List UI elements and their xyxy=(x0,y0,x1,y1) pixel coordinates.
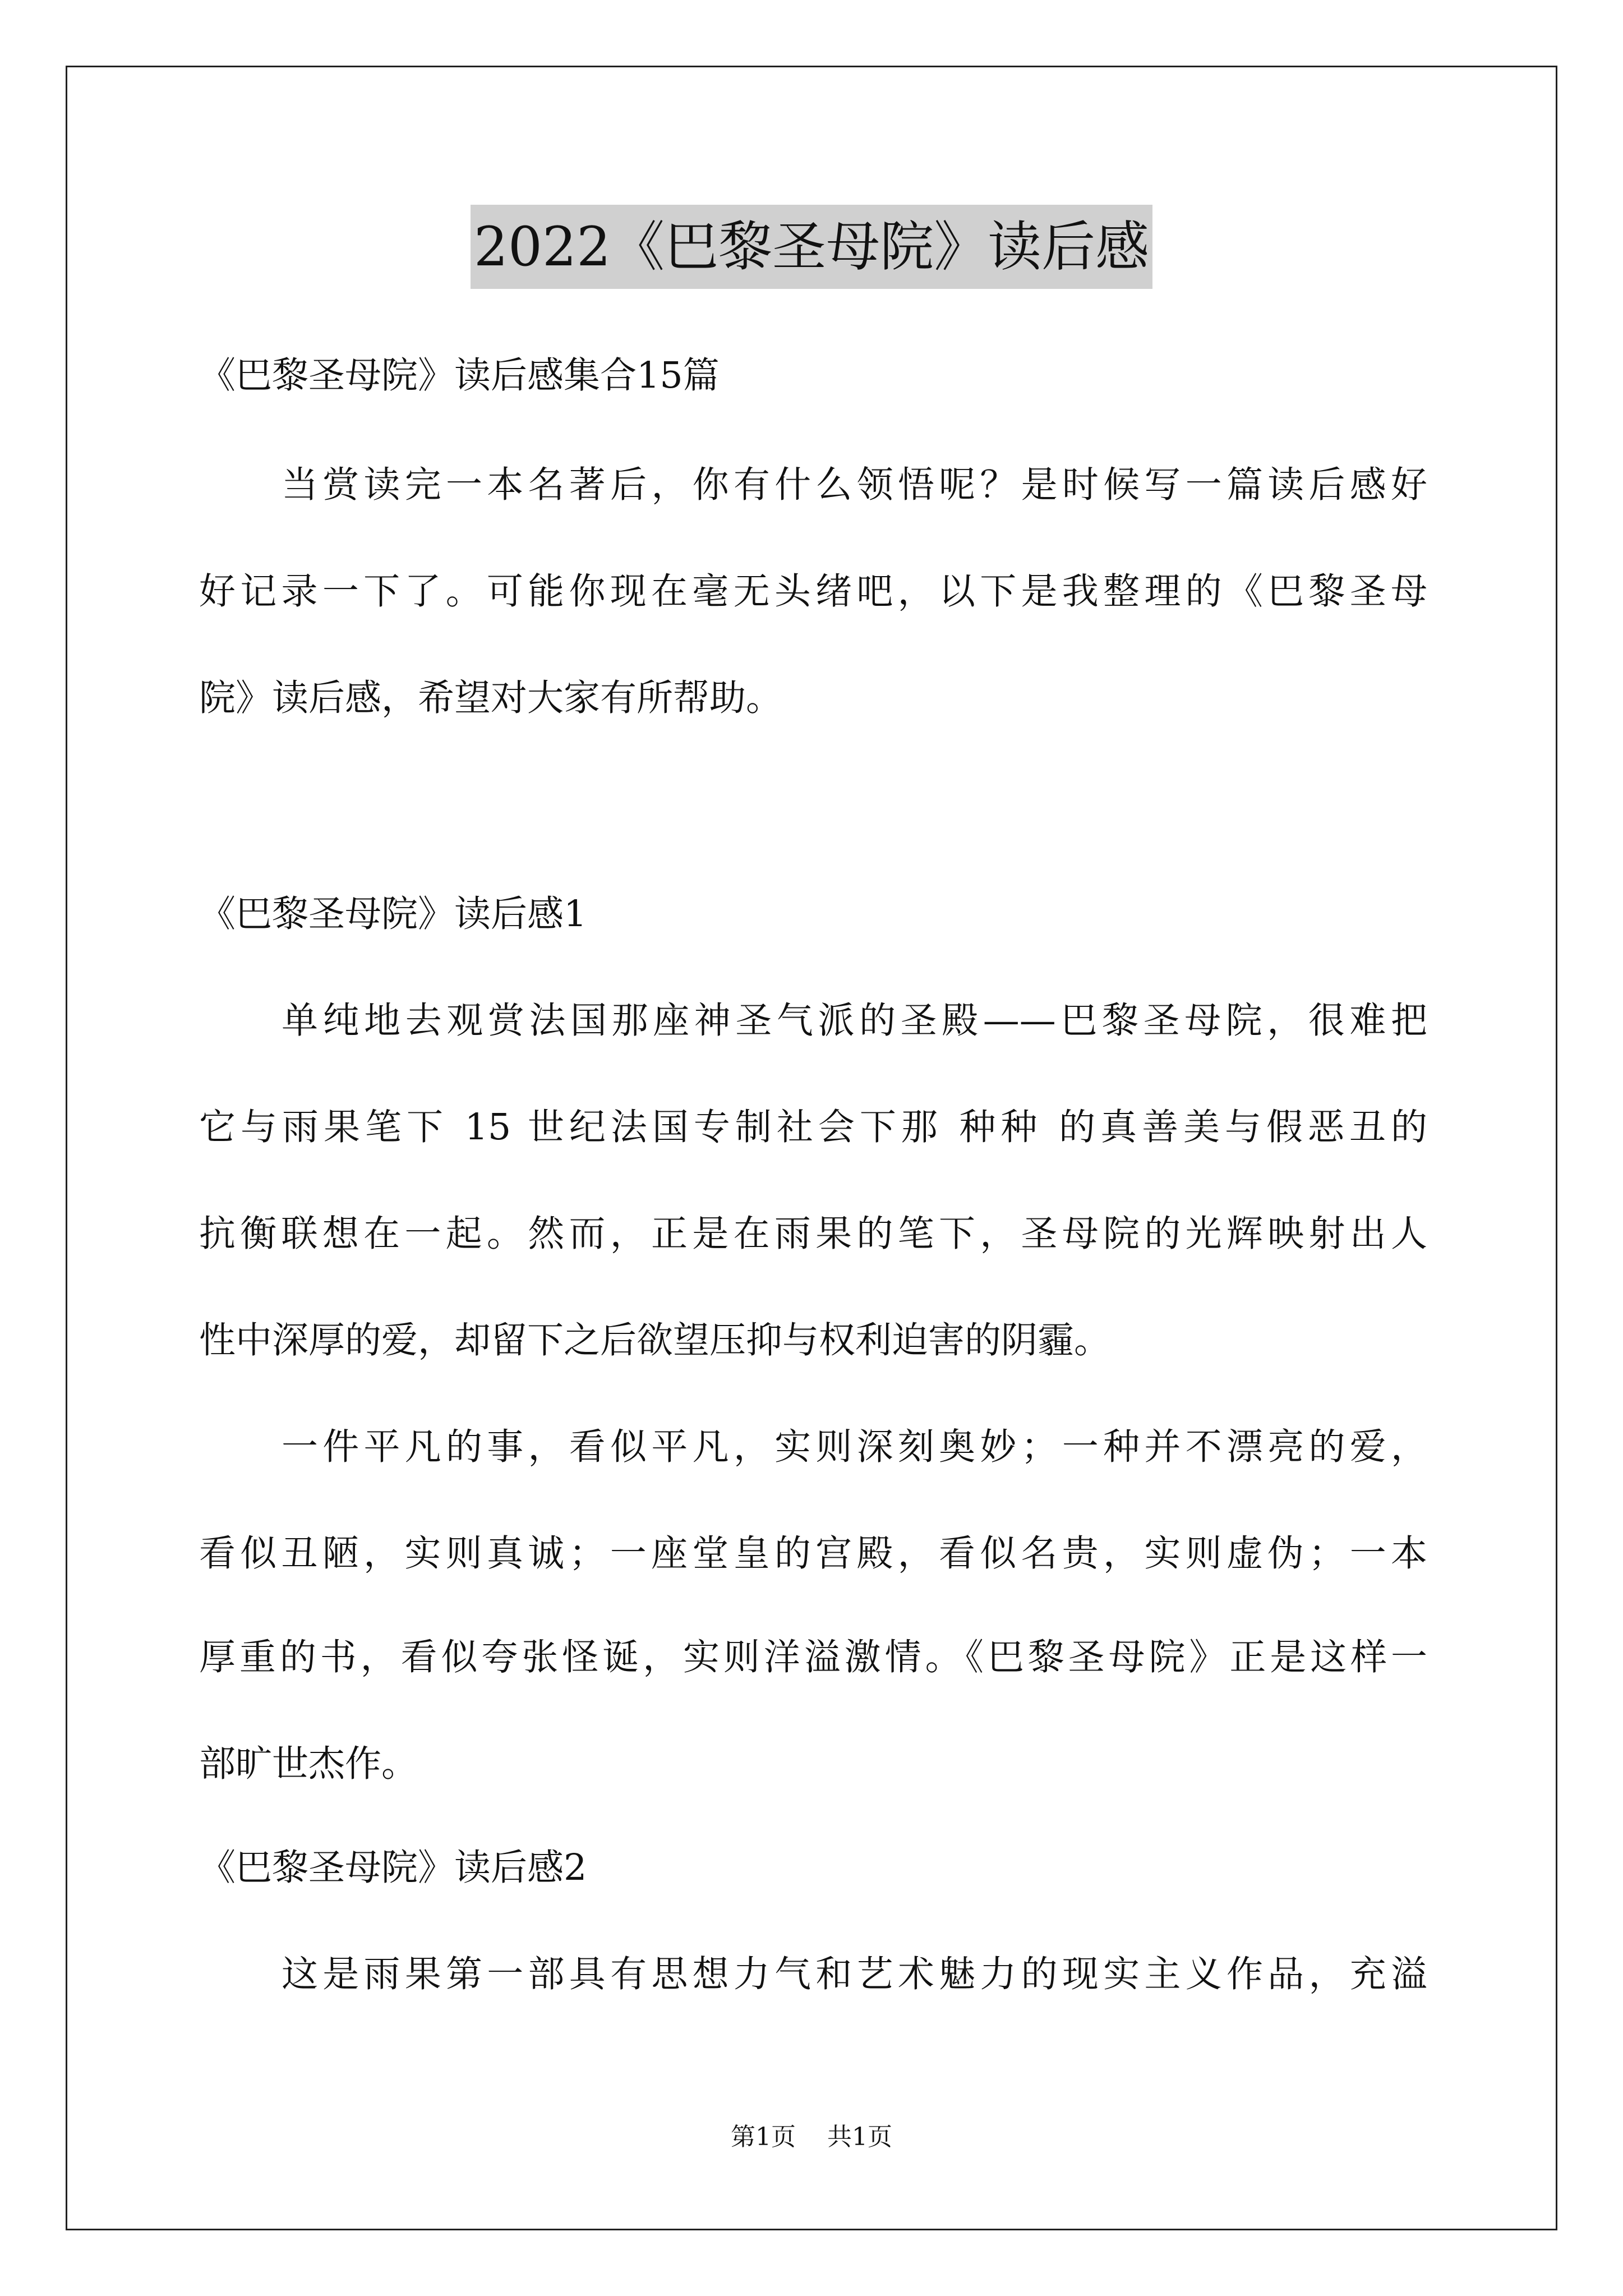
subtitle: 《巴黎圣母院》读后感集合15篇 xyxy=(199,355,720,397)
paragraph-line: 部旷世杰作。 xyxy=(199,1743,418,1785)
paragraph-line: 性中深厚的爱，却留下之后欲望压抑与权利迫害的阴霾。 xyxy=(199,1319,1111,1361)
paragraph-line: 单纯地去观赏法国那座神圣气派的圣殿——巴黎圣母院，很难把 xyxy=(282,1000,1427,1042)
paragraph-line: 它与雨果笔下 15 世纪法国专制社会下那 种种 的真善美与假恶丑的 xyxy=(199,1106,1427,1148)
paragraph-line: 抗衡联想在一起。然而，正是在雨果的笔下，圣母院的光辉映射出人 xyxy=(199,1213,1427,1255)
intro-line: 当赏读完一本名著后，你有什么领悟呢？是时候写一篇读后感好 xyxy=(282,464,1427,506)
paragraph-line: 这是雨果第一部具有思想力气和艺术魅力的现实主义作品，充溢 xyxy=(282,1953,1427,1995)
intro-line: 好记录一下了。可能你现在毫无头绪吧，以下是我整理的《巴黎圣母 xyxy=(199,570,1427,613)
section-heading-2: 《巴黎圣母院》读后感2 xyxy=(199,1847,587,1889)
paragraph-line: 厚重的书，看似夸张怪诞，实则洋溢激情。《巴黎圣母院》正是这样一 xyxy=(199,1636,1427,1678)
section-heading-1: 《巴黎圣母院》读后感1 xyxy=(199,893,587,935)
title-container xyxy=(0,205,1623,289)
page-footer: 第1页 共1页 xyxy=(731,2123,892,2151)
paragraph-line: 一件平凡的事，看似平凡，实则深刻奥妙；一种并不漂亮的爱， xyxy=(282,1426,1427,1468)
paragraph-line: 看似丑陋，实则真诚；一座堂皇的宫殿，看似名贵，实则虚伪；一本 xyxy=(199,1533,1427,1575)
intro-line: 院》读后感，希望对大家有所帮助。 xyxy=(199,677,783,719)
document-title: 2022《巴黎圣母院》读后感 xyxy=(471,205,1152,289)
